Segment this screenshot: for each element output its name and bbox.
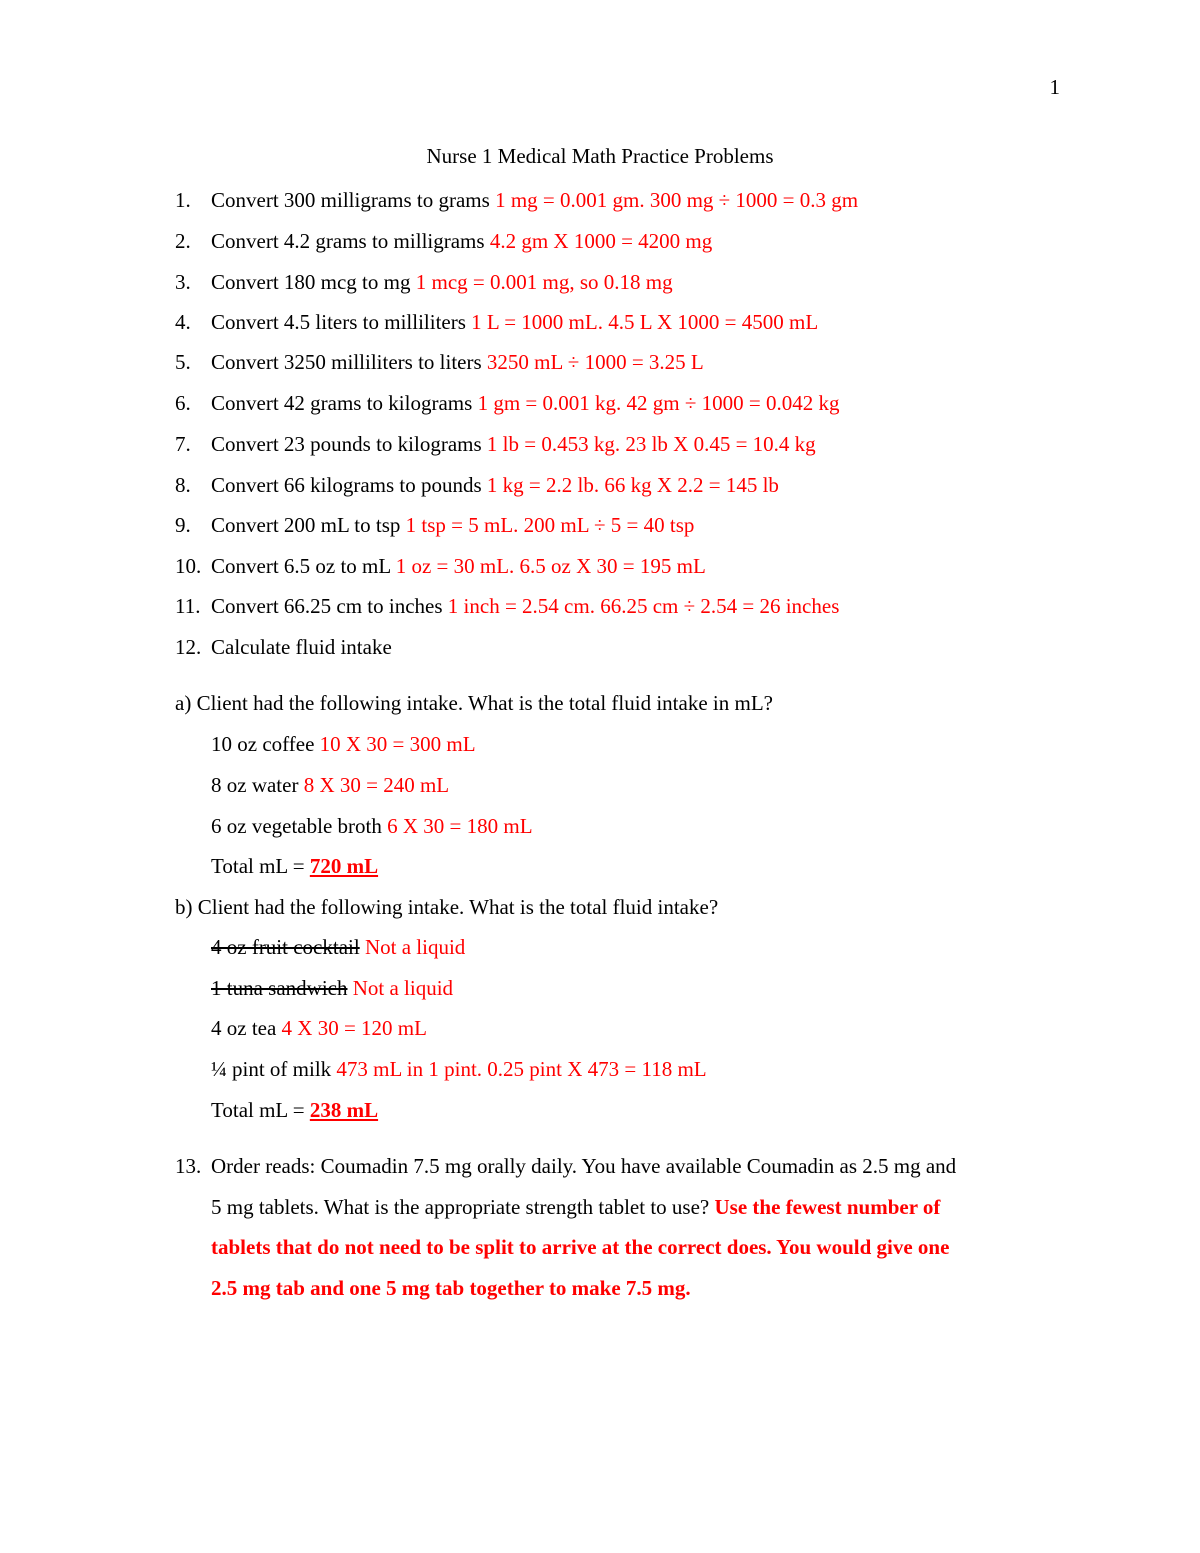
problem-number: 6.	[175, 391, 191, 415]
problem-question: Convert 4.5 liters to milliliters	[211, 310, 466, 334]
intake-item-calc: 6 X 30 = 180 mL	[381, 814, 533, 838]
problem-answer: 1 kg = 2.2 lb. 66 kg X 2.2 = 145 lb	[481, 473, 779, 497]
problem-answer: 1 gm = 0.001 kg. 42 gm ÷ 1000 = 0.042 kg	[472, 391, 840, 415]
problem-number: 4.	[175, 310, 191, 334]
problem-answer: 1 oz = 30 mL. 6.5 oz X 30 = 195 mL	[390, 554, 706, 578]
intake-item-calc: 8 X 30 = 240 mL	[298, 773, 450, 797]
problem-number: 9.	[175, 513, 191, 537]
intake-item-label: 8 oz water	[211, 773, 299, 797]
total-value: 238 mL	[309, 1098, 379, 1122]
problem-number: 3.	[175, 270, 191, 294]
intake-item-label: 1 tuna sandwich	[211, 976, 348, 1000]
document-title: Nurse 1 Medical Math Practice Problems	[426, 144, 774, 168]
problem-question: Convert 4.2 grams to milligrams	[211, 229, 490, 253]
problem-answer: tablets that do not need to be split to arrive at the correct does. You would give one	[211, 1235, 950, 1259]
problem-answer: 1 mg = 0.001 gm. 300 mg ÷ 1000 = 0.3 gm	[495, 188, 859, 212]
intake-item-label: 10 oz coffee	[211, 732, 315, 756]
intake-item-calc: 4 X 30 = 120 mL	[276, 1016, 427, 1040]
problem-question: Convert 23 pounds to kilograms	[211, 432, 482, 456]
problem-answer: 1 inch = 2.54 cm. 66.25 cm ÷ 2.54 = 26 inches	[442, 594, 840, 618]
problem-number: 13.	[175, 1154, 202, 1178]
problem-number: 2.	[175, 229, 191, 253]
intake-item-label: 4 oz tea	[211, 1016, 277, 1040]
problem-question: Convert 42 grams to kilograms	[211, 391, 473, 415]
intake-item-calc: 10 X 30 = 300 mL	[314, 732, 476, 756]
problem-answer: 4.2 gm X 1000 = 4200 mg	[489, 229, 713, 253]
problem-question: Convert 180 mcg to mg	[211, 270, 411, 294]
intake-item-label: 4 oz fruit cocktail	[211, 935, 360, 959]
problem-question: Convert 300 milligrams to grams	[211, 188, 496, 212]
total-label: Total mL =	[211, 1098, 310, 1122]
intake-item-label: ¼ pint of milk	[211, 1057, 332, 1081]
problem-question: Calculate fluid intake	[211, 635, 392, 659]
problem-number: 7.	[175, 432, 191, 456]
problem-answer: 1 lb = 0.453 kg. 23 lb X 0.45 = 10.4 kg	[481, 432, 816, 456]
problem-number: 10.	[175, 554, 202, 578]
problem-answer: Use the fewest number of	[714, 1195, 941, 1219]
problem-question: Order reads: Coumadin 7.5 mg orally daily. You have available Coumadin as 2.5 mg and	[211, 1154, 957, 1178]
total-value: 720 mL	[309, 854, 379, 878]
problem-question: Convert 3250 milliliters to liters	[211, 350, 482, 374]
intake-item-calc: 473 mL in 1 pint. 0.25 pint X 473 = 118 mL	[331, 1057, 707, 1081]
problem-answer: 2.5 mg tab and one 5 mg tab together to make 7.5 mg.	[211, 1276, 691, 1300]
intake-item-calc: Not a liquid	[347, 976, 454, 1000]
problem-number: 1.	[175, 188, 191, 212]
problem-answer: 1 L = 1000 mL. 4.5 L X 1000 = 4500 mL	[465, 310, 819, 334]
problem-answer: 3250 mL ÷ 1000 = 3.25 L	[481, 350, 704, 374]
problem-question: Convert 66 kilograms to pounds	[211, 473, 482, 497]
problem-number: 11.	[175, 594, 201, 618]
problem-number: 8.	[175, 473, 191, 497]
problem-question: Convert 66.25 cm to inches	[211, 594, 443, 618]
page-number: 1	[1049, 75, 1060, 99]
problem-answer: 1 mcg = 0.001 mg, so 0.18 mg	[410, 270, 673, 294]
problem-number: 12.	[175, 635, 202, 659]
problem-question: Convert 200 mL to tsp	[211, 513, 401, 537]
problem-number: 5.	[175, 350, 191, 374]
problem-question: 5 mg tablets. What is the appropriate strength tablet to use?	[211, 1195, 715, 1219]
intake-item-calc: Not a liquid	[359, 935, 466, 959]
problem-answer: 1 tsp = 5 mL. 200 mL ÷ 5 = 40 tsp	[400, 513, 695, 537]
intake-item-label: 6 oz vegetable broth	[211, 814, 382, 838]
problem-question: Convert 6.5 oz to mL	[211, 554, 391, 578]
total-label: Total mL =	[211, 854, 310, 878]
